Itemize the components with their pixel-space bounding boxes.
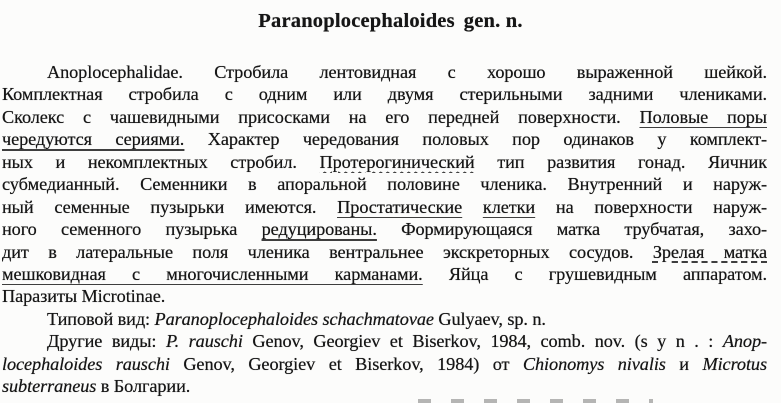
text-segment: Яйца с грушевидным аппаратом.: [422, 263, 767, 284]
text-line: [2, 330, 767, 352]
text-segment: [462, 197, 483, 217]
text-line: [2, 263, 767, 285]
next-line-cutoff: [418, 399, 653, 403]
text-segment: Gulyaev, sp. n.: [433, 308, 546, 329]
text-segment: ного семенного пузырька: [2, 219, 262, 240]
text-segment: Другие виды:: [47, 331, 166, 352]
title-suffix: gen. n.: [463, 10, 523, 32]
latin-name-text: locephaloides rauschi: [2, 353, 170, 374]
underlined-text: Простатические: [337, 196, 463, 217]
latin-name-text: Paranoplocephaloides schachmatovae: [154, 308, 434, 329]
text-segment: Комплектная стробила с одним или двумя стерильными задними члениками.: [2, 84, 767, 105]
text-segment: Genov, Georgiev et Biserkov, 1984, comb. nov. (s y n . :: [242, 331, 723, 352]
text-line: [2, 106, 767, 128]
document-body: [2, 61, 767, 398]
text-segment: ный семенные пузырьки имеются.: [2, 196, 338, 217]
latin-name-text: Microtus: [702, 353, 767, 374]
text-line: [2, 285, 767, 307]
text-segment: Сколекс с чашевидными присосками на его передней поверхности.: [2, 106, 640, 127]
latin-name-text: subterraneus: [2, 376, 97, 397]
text-line: [2, 61, 767, 83]
text-segment: тип развития гонад. Яичник: [474, 151, 767, 172]
text-line: [2, 218, 767, 240]
latin-name-text: Anop-: [722, 331, 767, 352]
text-segment: Характер чередования половых пор одинаков у комплект-: [184, 129, 767, 150]
text-line: [2, 173, 767, 195]
title-genus-name: Paranoplocephaloides: [258, 10, 455, 32]
text-segment: в Болгарии.: [96, 376, 191, 397]
underlined-text: Протерогинический: [319, 151, 475, 172]
text-segment: ных и некомплектных стробил.: [2, 151, 320, 172]
underlined-text: мешковидная с многочисленными карманами.: [2, 263, 423, 284]
underlined-text: Половые поры: [639, 106, 767, 127]
text-line: [2, 196, 767, 218]
underlined-text: редуцированы.: [261, 219, 377, 240]
text-line: [2, 241, 767, 263]
text-line: [2, 128, 767, 150]
latin-name-text: Chionomys nivalis: [522, 353, 666, 374]
text-segment: Anoplocephalidae. Стробила лентовидная с хорошо выраженной шейкой.: [47, 62, 767, 82]
text-segment: дит в латеральные поля членика вентральнее экскреторных сосудов.: [2, 241, 653, 262]
text-segment: Формирующаяся матка трубчатая, захо-: [376, 219, 767, 240]
text-line: [2, 151, 767, 173]
text-line: [2, 308, 767, 330]
page-title: [0, 10, 781, 33]
underlined-text: чередуются сериями.: [2, 129, 185, 150]
text-segment: субмедианный. Семенники в апоральной половине членика. Внутренний и наруж-: [2, 174, 767, 195]
text-segment: и: [665, 353, 703, 374]
text-line: [2, 375, 767, 397]
text-segment: Паразиты Microtinae.: [2, 286, 166, 307]
text-line: [2, 83, 767, 105]
underlined-text: клетки: [482, 196, 536, 217]
underlined-text: Зрелая матка: [652, 241, 767, 262]
text-segment: на поверхности наруж-: [535, 196, 767, 217]
text-line: [2, 353, 767, 375]
text-segment: Типовой вид:: [47, 308, 155, 329]
text-segment: Genov, Georgiev et Biserkov, 1984) от: [169, 353, 523, 374]
latin-name-text: P. rauschi: [165, 331, 243, 352]
